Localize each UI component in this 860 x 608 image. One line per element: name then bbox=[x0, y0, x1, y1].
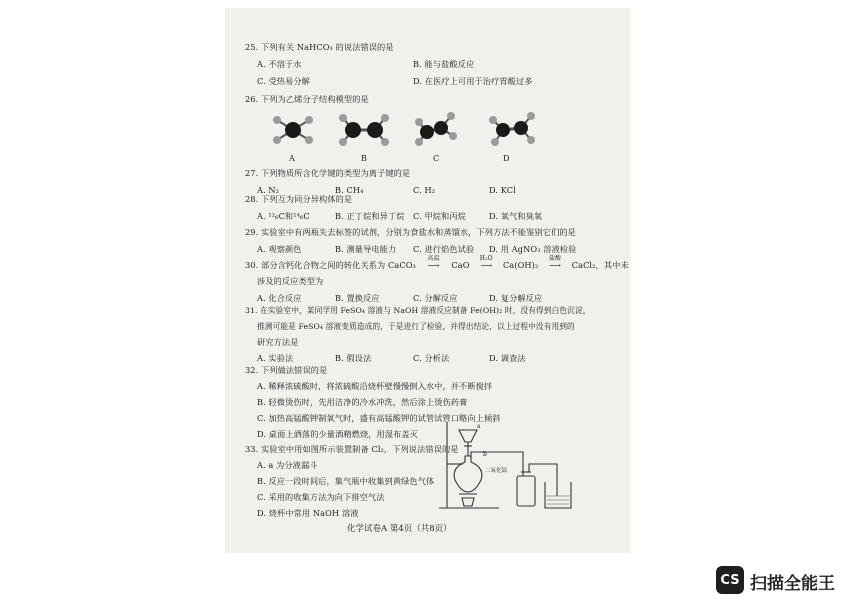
q31-option-a: A. 实验法 bbox=[257, 353, 294, 363]
q26-stem: 26. 下列为乙烯分子结构模型的是 bbox=[245, 94, 369, 104]
apparatus-label-a: a bbox=[477, 423, 481, 430]
q30-arrow-2: H₂O ⟶ bbox=[472, 260, 500, 270]
model-label-d: D bbox=[503, 154, 510, 163]
q27-option-a: A. N₂ bbox=[257, 185, 280, 195]
q25-option-b: B. 能与盐酸反应 bbox=[413, 59, 475, 69]
q27-stem: 27. 下列物质所含化学键的类型为离子键的是 bbox=[245, 168, 411, 178]
q30-arrow-1: 高温 ⟶ bbox=[419, 260, 449, 270]
q33-option-d: D. 烧杯中常用 NaOH 溶液 bbox=[257, 508, 359, 518]
q32-option-b: B. 轻微烫伤时，先用洁净的冷水冲洗，然后涂上烫伤药膏 bbox=[257, 397, 468, 407]
q25-option-d: D. 在医疗上可用于治疗胃酸过多 bbox=[413, 76, 533, 86]
q30-stem-start: 30. 部分含钙化合物之间的转化关系为 CaCO₃ bbox=[245, 260, 416, 270]
q28-option-b: B. 正丁烷和异丁烷 bbox=[335, 211, 405, 221]
q33-option-b: B. 反应一段时间后，集气瓶中收集到黄绿色气体 bbox=[257, 476, 435, 486]
page-footer: 化学试卷A 第4页（共8页） bbox=[347, 524, 452, 534]
q30-arrow-2-label: H₂O bbox=[479, 255, 493, 262]
q28-stem: 28. 下列互为同分异构体的是 bbox=[245, 194, 353, 204]
apparatus-reagent-label: 二氧化锰 bbox=[485, 468, 508, 474]
model-label-b: B bbox=[361, 154, 367, 163]
q30-option-c: C. 分解反应 bbox=[413, 293, 458, 303]
q29-option-c: C. 进行焰色试验 bbox=[413, 244, 475, 254]
q32-stem: 32. 下列做法错误的是 bbox=[245, 365, 328, 375]
molecule-model-a bbox=[273, 116, 313, 144]
q27-option-c: C. H₂ bbox=[413, 185, 436, 195]
q30-stem-line1 bbox=[245, 255, 629, 270]
q31-option-b: B. 假设法 bbox=[335, 353, 372, 363]
q30-stem-line2: 涉及的反应类型为 bbox=[257, 276, 324, 286]
q30-arrow-1-label: 高温 bbox=[427, 255, 440, 262]
q30-option-b: B. 置换反应 bbox=[335, 293, 380, 303]
chlorine-apparatus-figure bbox=[437, 416, 577, 514]
apparatus-label-b: b bbox=[483, 451, 487, 458]
q32-option-d: D. 桌面上洒落的少量酒精燃烧，用湿布盖灭 bbox=[257, 429, 418, 439]
molecule-model-d bbox=[489, 112, 535, 146]
camscanner-logo-icon: CS bbox=[716, 566, 744, 594]
q30-substance-cacl2: CaCl₂，其中未 bbox=[571, 260, 629, 270]
q31-option-c: C. 分析法 bbox=[413, 353, 450, 363]
q29-option-b: B. 测量导电能力 bbox=[335, 244, 397, 254]
q30-arrow-3-label: 盐酸 bbox=[548, 255, 562, 262]
q25-option-c: C. 受热易分解 bbox=[257, 76, 310, 86]
q30-option-d: D. 复分解反应 bbox=[489, 293, 543, 303]
q29-stem: 29. 实验室中有两瓶失去标签的试剂，分别为食盐水和蒸馏水，下列方法不能鉴别它们的是 bbox=[245, 227, 576, 237]
q25-stem: 25. 下列有关 NaHCO₃ 的说法错误的是 bbox=[245, 42, 394, 52]
q27-option-d: D. KCl bbox=[489, 185, 516, 195]
q29-option-a: A. 观察颜色 bbox=[257, 244, 302, 254]
molecule-model-c bbox=[415, 112, 457, 146]
q33-option-a: A. a 为分液漏斗 bbox=[257, 460, 318, 470]
q33-stem: 33. 实验室中用如图所示装置制备 Cl₂，下列说法错误的是 bbox=[245, 444, 459, 454]
q31-stem-line3: 研究方法是 bbox=[257, 337, 299, 347]
q28-option-d: D. 氧气和臭氧 bbox=[489, 211, 543, 221]
q29-option-d: D. 用 AgNO₃ 溶液检验 bbox=[489, 244, 577, 254]
q31-stem-line1: 31. 在实验室中，某同学用 FeSO₄ 溶液与 NaOH 溶液反应制备 Fe(OH)₂ 时，没有得到白色沉淀， bbox=[245, 306, 591, 315]
q27-option-b: B. CH₄ bbox=[335, 185, 364, 195]
q30-substance-cao: CaO bbox=[451, 260, 470, 270]
camscanner-app-name: 扫描全能王 bbox=[750, 574, 835, 594]
q32-option-a: A. 稀释浓硫酸时，将浓硫酸沿烧杯壁慢慢倒入水中，并不断搅拌 bbox=[257, 381, 493, 391]
q28-option-a: A. ¹²₆C和¹⁴₆C bbox=[257, 211, 310, 221]
model-label-c: C bbox=[433, 154, 440, 163]
q33-option-c: C. 采用的收集方法为向下排空气法 bbox=[257, 492, 385, 502]
q30-arrow-3: 盐酸 ⟶ bbox=[541, 260, 569, 270]
ethylene-model-figures bbox=[255, 106, 555, 154]
q31-stem-line2: 推测可能是 FeSO₄ 溶液变质造成的，于是进行了检验，并得出结论，以上过程中没有用到的 bbox=[257, 322, 575, 331]
exam-page bbox=[225, 8, 630, 553]
q30-substance-caoh2: Ca(OH)₂ bbox=[502, 260, 539, 270]
q25-option-a: A. 不溶于水 bbox=[257, 59, 302, 69]
q32-option-c: C. 加热高锰酸钾制氧气时，盛有高锰酸钾的试管试管口略向上倾斜 bbox=[257, 413, 501, 423]
q28-option-c: C. 甲烷和丙烷 bbox=[413, 211, 466, 221]
q30-option-a: A. 化合反应 bbox=[257, 293, 302, 303]
model-label-a: A bbox=[289, 154, 295, 163]
q31-option-d: D. 调查法 bbox=[489, 353, 526, 363]
molecule-model-b bbox=[339, 114, 389, 146]
